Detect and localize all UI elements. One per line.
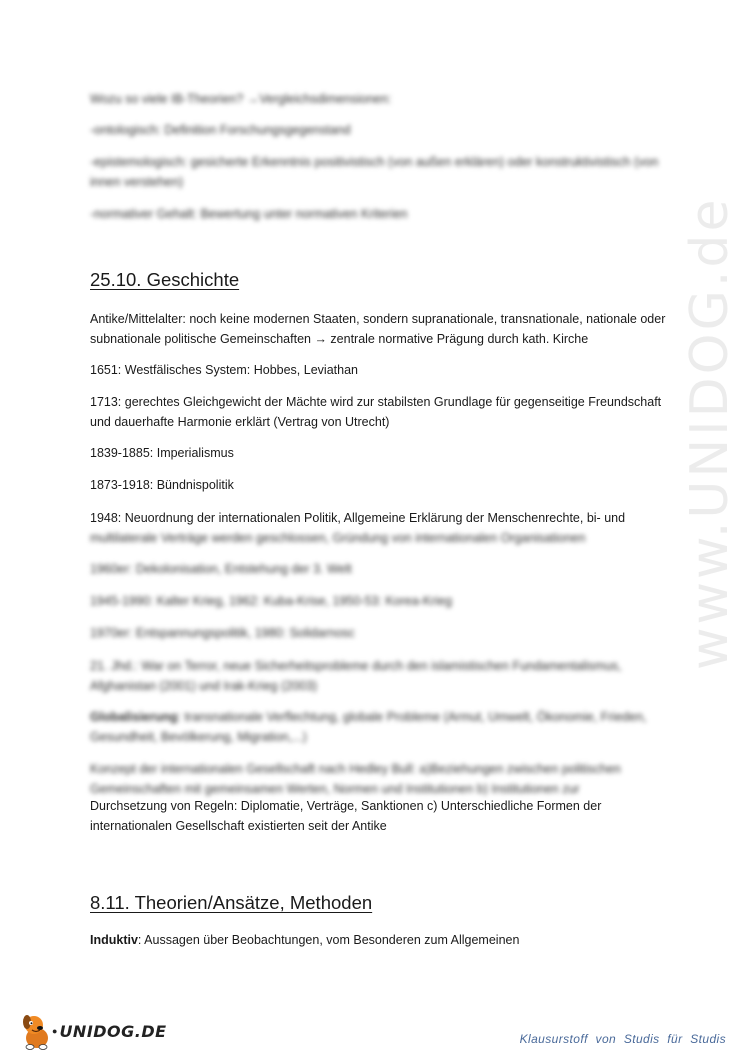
blurred-line-globalisierung — [90, 707, 670, 747]
paragraph-1839: 1839-1885: Imperialismus — [90, 446, 234, 460]
paw-icon: ● — [52, 1026, 58, 1036]
intro-line-1: Wozu so viele IB-Theorien? →Vergleichsdimensionen: — [90, 92, 392, 106]
blurred-line-1970: 1970er: Entspannungspolitik, 1980: Solidarnosc — [90, 626, 355, 640]
paragraph-1713: 1713: gerechtes Gleichgewicht der Mächte wird zur stabilsten Grundlage für gegenseitige Freundschaft und dauerhafte Harmonie erklärt (Vertrag von Utrecht) — [90, 395, 662, 429]
paragraph-1948-cont: multilaterale Verträge werden geschlossen, Gründung von internationalen Organisationen — [90, 531, 586, 545]
paragraph-1948: 1948: Neuordnung der internationalen Politik, Allgemeine Erklärung der Menschenrechte, bi- und — [90, 511, 626, 525]
paragraph-antike: Antike/Mittelalter: noch keine modernen Staaten, sondern supranationale, transnationale, nationale oder subnationale politische Gemeinschaften → zentrale normative Prägung durch kath. Kirche — [90, 312, 666, 346]
blurred-line-21jhd: 21. Jhd.: War on Terror, neue Sicherheitsprobleme durch den islamistischen Fundamentalismus, Afghanistan (2001) und Irak-Krieg (2003) — [90, 659, 622, 693]
paragraph-1873: 1873-1918: Bündnispolitik — [90, 478, 234, 492]
blurred-line-1945: 1945-1990: Kalter Krieg, 1962: Kuba-Krise, 1950-53: Korea-Krieg — [90, 594, 453, 608]
term-induktiv: Induktiv — [90, 933, 138, 947]
blurred-line-bull: Konzept der internationalen Gesellschaft nach Hedley Bull: a)Beziehungen zwischen politischen Gemeinschaften mit gemeinsamen Werten, Normen und Institutionen b) Institutionen zur — [90, 762, 621, 796]
unidog-logo — [20, 1012, 167, 1050]
section-heading-theorien: 8.11. Theorien/Ansätze, Methoden — [90, 892, 373, 913]
intro-line-2: -ontologisch: Definition Forschungsgegenstand — [90, 123, 351, 137]
induktiv-text: : Aussagen über Beobachtungen, vom Besonderen zum Allgemeinen — [137, 933, 520, 947]
paragraph-durchsetzung: Durchsetzung von Regeln: Diplomatie, Verträge, Sanktionen c) Unterschiedliche Formen der internationalen Gesellschaft existierten seit der Antike — [90, 799, 602, 833]
section-heading-geschichte: 25.10. Geschichte — [90, 269, 240, 290]
paragraph-induktiv — [90, 930, 670, 950]
paragraph-1651: 1651: Westfälisches System: Hobbes, Leviathan — [90, 363, 358, 377]
globalisierung-text: : transnationale Verflechtung, globale Probleme (Armut, Umwelt, Ökonomie, Frieden, Gesundheit, Bevölkerung, Migration,...) — [90, 710, 647, 744]
dog-icon — [20, 1012, 54, 1050]
watermark: www.UNIDOG.de — [680, 196, 740, 670]
footer-tagline: Klausurstoff von Studis für Studis — [519, 1032, 726, 1046]
logo-text: UNIDOG.DE — [59, 1021, 167, 1041]
intro-line-4: -normativer Gehalt: Bewertung unter normativen Kriterien — [90, 207, 408, 221]
intro-line-3: -epistemologisch: gesicherte Erkenntnis positivistisch (von außen erklären) oder konstruktivistisch (von innen verstehen) — [90, 155, 659, 189]
blurred-line-1960: 1960er: Dekolonisation, Entstehung der 3. Welt — [90, 562, 352, 576]
term-globalisierung: Globalisierung — [90, 710, 178, 724]
